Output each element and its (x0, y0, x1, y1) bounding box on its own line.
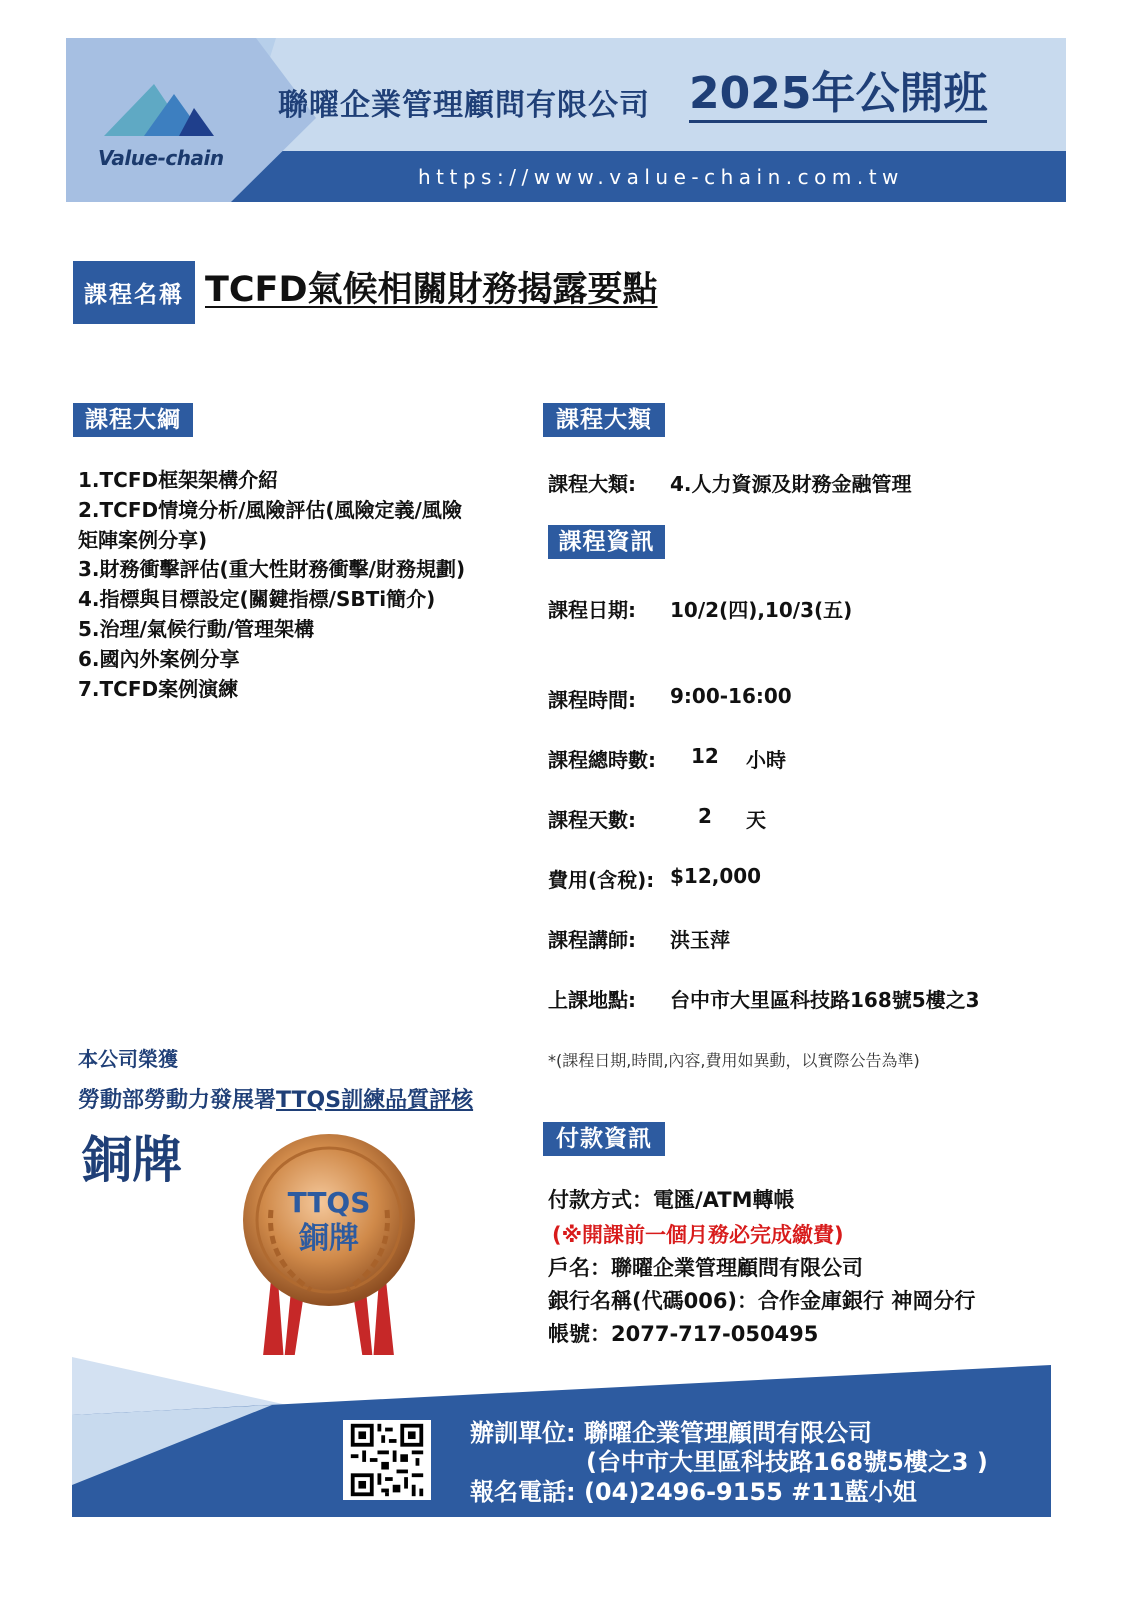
date-value: 10/2(四),10/3(五) (670, 598, 853, 622)
footer-phone[interactable]: 報名電話: (04)2496-9155 #11藍小姐 (470, 1478, 917, 1506)
category-label: 課程大類: (548, 472, 636, 496)
bronze-medal-icon (236, 1130, 422, 1380)
honor-ttqs: TTQS訓練品質評核 (276, 1088, 474, 1113)
time-row (548, 684, 792, 713)
days-unit: 天 (746, 808, 766, 832)
course-title: TCFD氣候相關財務揭露要點 (205, 270, 658, 310)
honor-agency: 勞動部勞動力發展署 (78, 1088, 277, 1113)
hours-row (548, 744, 786, 773)
location-value: 台中市大里區科技路168號5樓之3 (670, 988, 980, 1012)
value-chain-logo-icon (94, 76, 224, 138)
outline-item: 5.治理/氣候行動/管理架構 (78, 616, 315, 641)
footer-address: (台中市大里區科技路168號5樓之3 ) (586, 1448, 988, 1476)
account-number: 帳號：2077-717-050495 (548, 1322, 819, 1346)
footer-organizer: 辦訓單位: 聯曜企業管理顧問有限公司 (470, 1419, 872, 1447)
hours-unit: 小時 (746, 748, 786, 772)
payment-deadline-note: (※開課前一個月務必完成繳費) (552, 1223, 844, 1247)
info-heading: 課程資訊 (548, 525, 665, 559)
outline-item: 1.TCFD框架架構介紹 (78, 468, 279, 492)
year-title: 2025年公開班 (689, 68, 987, 123)
course-name-label: 課程名稱 (73, 261, 195, 324)
outline-heading: 課程大綱 (73, 403, 193, 437)
category-value: 4.人力資源及財務金融管理 (670, 472, 912, 496)
date-label: 課程日期: (548, 598, 636, 622)
header-banner (66, 38, 1066, 202)
payment-heading: 付款資訊 (543, 1122, 665, 1156)
header-url[interactable]: https://www.value-chain.com.tw (418, 165, 904, 189)
time-label: 課程時間: (548, 688, 636, 712)
teacher-label: 課程講師: (548, 928, 636, 952)
outline-item: 2.TCFD情境分析/風險評估(風險定義/風險 (78, 497, 462, 522)
disclaimer-note: *(課程日期,時間,內容,費用如異動，以實際公告為準) (548, 1051, 920, 1070)
outline-list (78, 466, 518, 704)
company-title: 聯曜企業管理顧問有限公司 (278, 88, 650, 123)
days-value: 2 (698, 804, 712, 828)
registration-qr-code[interactable] (343, 1420, 431, 1500)
outline-item: 6.國內外案例分享 (78, 646, 240, 671)
logo-text: Value-chain (98, 146, 224, 170)
account-name: 戶名：聯曜企業管理顧問有限公司 (548, 1256, 863, 1280)
category-heading: 課程大類 (543, 403, 665, 437)
medal-text-ttqs: TTQS (287, 1186, 371, 1219)
outline-item: 矩陣案例分享) (78, 527, 208, 552)
outline-item: 3.財務衝擊評估(重大性財務衝擊/財務規劃) (78, 557, 466, 582)
teacher-value: 洪玉萍 (670, 928, 730, 952)
medal-text-bronze: 銅牌 (299, 1221, 359, 1256)
honor-award-line (78, 1083, 473, 1114)
hours-value: 12 (691, 744, 719, 768)
honor-bronze-title: 銅牌 (82, 1131, 182, 1189)
location-label: 上課地點: (548, 988, 636, 1012)
honor-intro: 本公司榮獲 (78, 1047, 178, 1071)
location-row (548, 984, 980, 1013)
date-row (548, 594, 853, 623)
outline-item: 7.TCFD案例演練 (78, 676, 239, 701)
outline-item: 4.指標與目標設定(關鍵指標/SBTi簡介) (78, 587, 436, 612)
fee-value: $12,000 (670, 864, 762, 888)
category-row (548, 468, 912, 497)
days-label: 課程天數: (548, 808, 636, 832)
payment-method: 付款方式：電匯/ATM轉帳 (548, 1188, 795, 1212)
time-value: 9:00-16:00 (670, 684, 792, 708)
fee-row (548, 864, 762, 893)
bank-name: 銀行名稱(代碼006)：合作金庫銀行 神岡分行 (548, 1289, 976, 1313)
hours-label: 課程總時數: (548, 748, 656, 772)
teacher-row (548, 924, 730, 953)
days-row (548, 804, 766, 833)
fee-label: 費用(含稅): (548, 868, 655, 892)
